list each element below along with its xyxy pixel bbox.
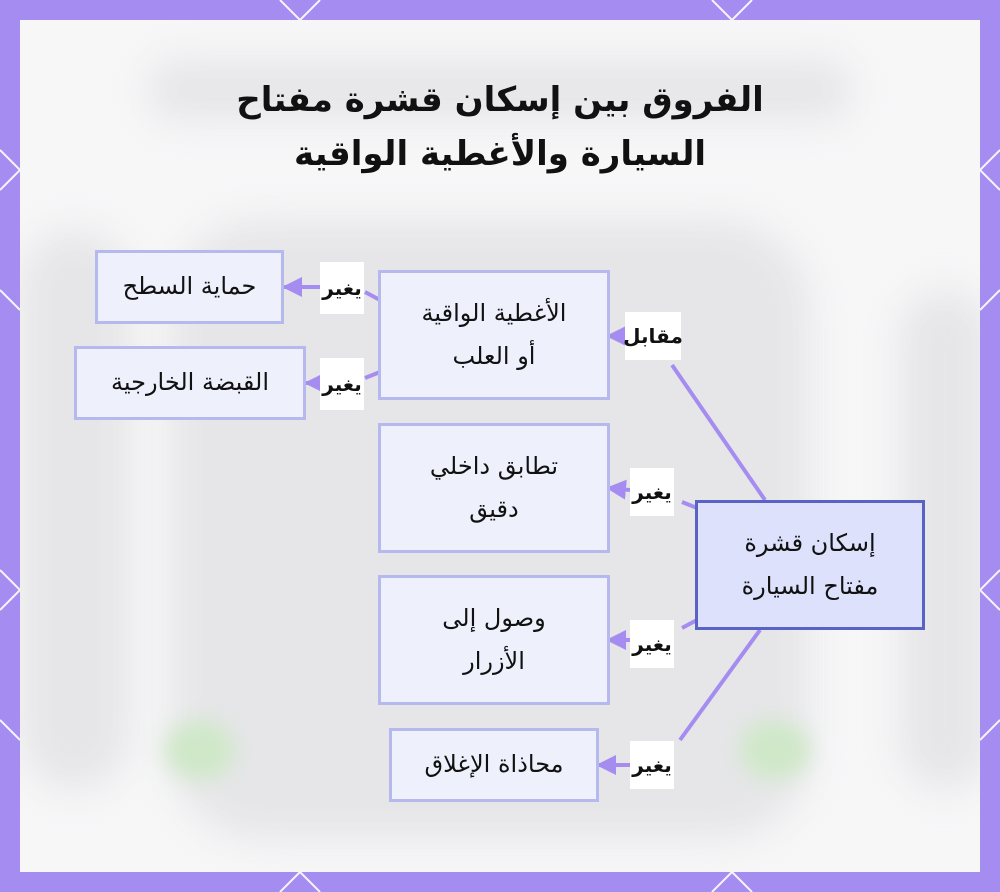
- edge-center-covers: [672, 365, 765, 500]
- edge-fit-arrow: [608, 488, 630, 490]
- node-key-shell-housing-line2: مفتاح السيارة: [741, 572, 879, 600]
- node-key-shell-housing: [695, 500, 925, 630]
- node-precise-internal-fit: [378, 423, 610, 553]
- edge-label-changes-buttons: يغير: [630, 620, 674, 668]
- node-external-grip-line1: القبضة الخارجية: [111, 368, 269, 397]
- node-lock-alignment-line1: محاذاة الإغلاق: [424, 750, 564, 779]
- edge-label-changes-fit: يغير: [630, 468, 674, 516]
- edge-label-changes-lock: يغير: [630, 741, 674, 789]
- node-protective-covers-line1: الأغطية الواقية: [421, 298, 567, 327]
- diagram-title-line1: الفروق بين إسكان قشرة مفتاح: [236, 80, 764, 120]
- node-precise-internal-fit-line1: تطابق داخلي: [429, 451, 559, 480]
- node-key-shell-housing-line1: إسكان قشرة: [744, 528, 876, 557]
- node-protective-covers-line2: أو العلب: [452, 342, 536, 370]
- diagram-title-line2: السيارة والأغطية الواقية: [293, 134, 707, 174]
- node-surface-protection: [95, 250, 284, 324]
- node-protective-covers: [378, 270, 610, 400]
- node-external-grip: [74, 346, 306, 420]
- node-button-access: [378, 575, 610, 705]
- node-surface-protection-line1: حماية السطح: [122, 272, 257, 301]
- node-lock-alignment: [389, 728, 599, 802]
- edge-label-versus: مقابل: [625, 312, 681, 360]
- edge-label-changes-surface: يغير: [320, 262, 364, 314]
- edge-label-changes-grip: يغير: [320, 358, 364, 410]
- node-button-access-line2: الأزرار: [463, 647, 525, 675]
- node-precise-internal-fit-line2: دقيق: [469, 495, 519, 523]
- edge-center-lock: [680, 630, 760, 740]
- node-button-access-line1: وصول إلى: [442, 603, 546, 632]
